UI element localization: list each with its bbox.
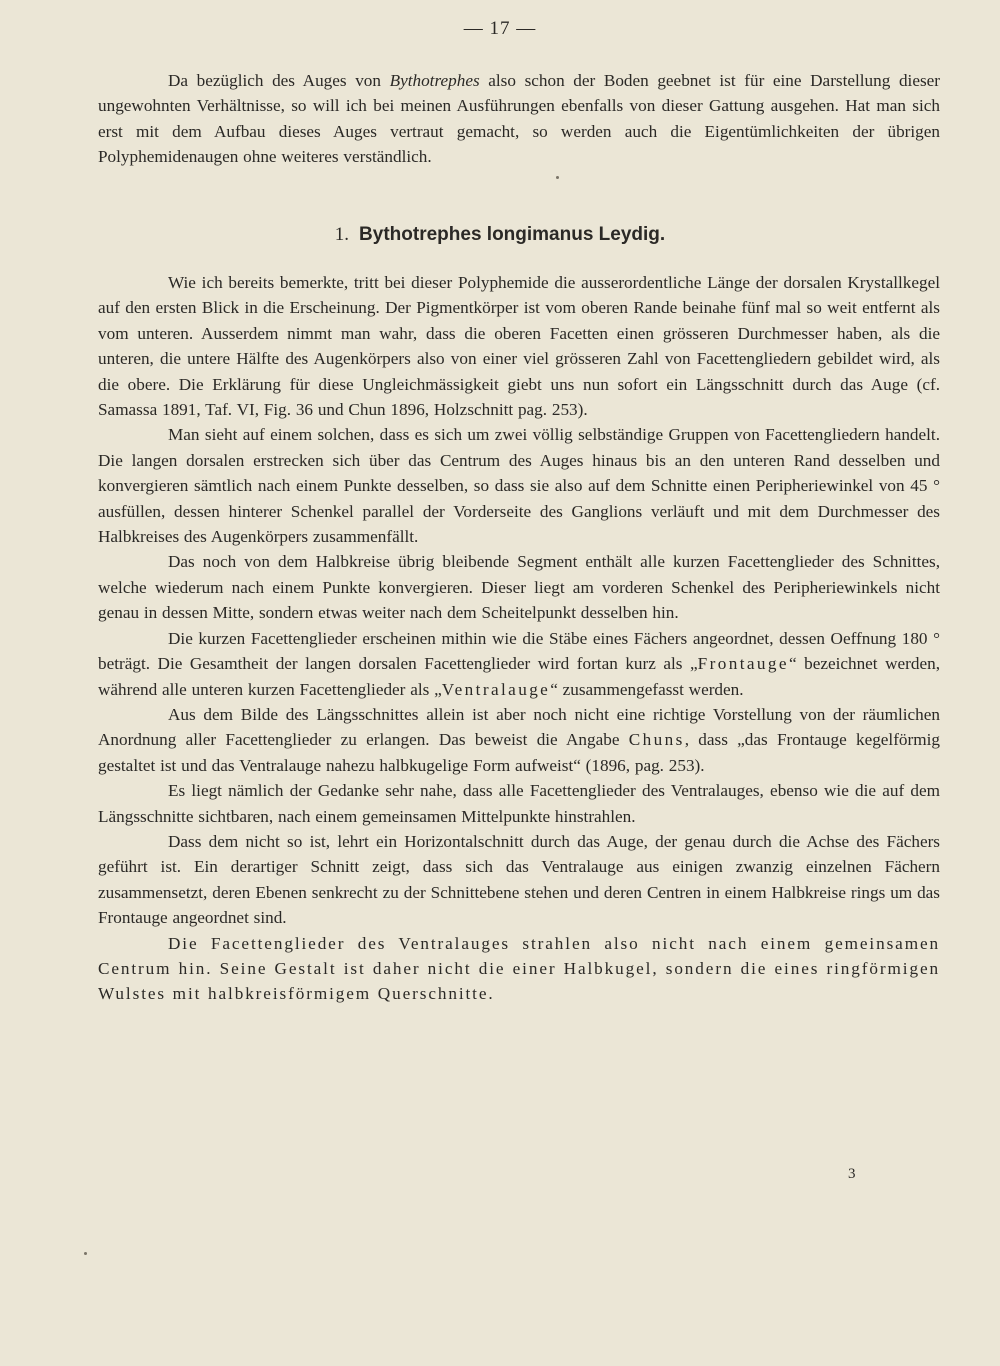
term-frontauge: Frontauge: [697, 654, 789, 674]
paragraph-6: Es liegt nämlich der Gedanke sehr nahe, dass alle Facettenglieder des Ventralauges, ebenso wie die auf dem Längsschnitte sichtbaren, nach einem gemeinsamen Mittelpunkte hinstrahlen.: [98, 781, 940, 826]
genus-name: Bythotrephes: [389, 71, 480, 90]
intro-text-end: also schon der Boden geebnet ist für eine Darstellung dieser ungewohnten Verhältnisse, so will ich bei meinen Ausführungen ebenfalls von dieser Gattung ausgehen. Hat man sich erst mit dem Aufbau dieses Auges vertraut gemacht, so werden auch die Eigentümlichkeiten der übrigen Polyphemidenaugen ohne weiteres verständlich.: [98, 71, 940, 167]
intro-paragraph: [98, 68, 940, 170]
paragraph-4-text-c: “ zusammengefasst werden.: [550, 679, 744, 699]
paragraph-7: Dass dem nicht so ist, lehrt ein Horizontalschnitt durch das Auge, der genau durch die Achse des Fächers geführt ist. Ein derartiger Schnitt zeigt, dass sich das Ventralauge aus einigen zwanzig einzelnen Fächern zusammensetzt, deren Ebenen senkrecht zu der Schnittebene stehen und deren Centren in einem Halbkreise rings um das Frontauge angeordnet sind.: [98, 831, 940, 928]
paragraph-4-text-b: “ bezeichnet werden, während alle unteren kurzen Facettenglieder als „: [98, 654, 940, 699]
paragraph-5-text-b: , dass „das Frontauge kegelförmig gestaltet ist und das Ventralauge nahezu halbkugelige Form aufweist“ (1896, pag. 253).: [98, 730, 940, 775]
section-heading: [0, 224, 1000, 246]
signature-mark: 3: [848, 1166, 856, 1182]
final-paragraph-wrapper: [98, 931, 940, 1007]
term-ventralauge: Ventralauge: [441, 679, 551, 699]
speck-mark: [556, 176, 559, 179]
paragraph-3: Das noch von dem Halbkreise übrig bleibende Segment enthält alle kurzen Facettenglieder des Schnittes, welche wiederum nach einem Punkte konvergieren. Dieser liegt am vorderen Schenkel des Peripheriewinkels nicht genau in dessen Mitte, sondern etwas weiter nach dem Scheitelpunkt desselben hin.: [98, 552, 940, 623]
speck-mark: [84, 1252, 87, 1255]
paragraph-5: [98, 702, 940, 778]
paragraph-4: [98, 626, 940, 702]
author-chun: Chuns: [628, 730, 685, 750]
paragraph-8: Die Facettenglieder des Ventralauges strahlen also nicht nach einem gemeinsamen Centrum hin. Seine Gestalt ist daher nicht die einer Halbkugel, sondern die eines ringförmigen Wulstes mit halbkreisförmigem Querschnitte.: [98, 933, 940, 1004]
paragraph-5-text-a: Aus dem Bilde des Längsschnittes allein ist aber noch nicht eine richtige Vorstellung von der räumlichen Anordnung aller Facettenglieder zu erlangen. Das beweist die Angabe: [98, 704, 940, 750]
section-number: 1.: [334, 224, 350, 245]
section-title: Bythotrephes longimanus Leydig.: [359, 224, 666, 245]
intro-text-start: Da bezüglich des Auges von: [168, 71, 390, 90]
paragraph-2: Man sieht auf einem solchen, dass es sich um zwei völlig selbständige Gruppen von Facettengliedern handelt. Die langen dorsalen erstrecken sich über das Centrum des Auges hinaus bis an den unteren Rand desselben und konvergieren sämtlich nach einem Punkte desselben, so dass sie also auf dem Schnitte einen Peripheriewinkel von 45 ° ausfüllen, dessen hinterer Schenkel parallel der Vorderseite des Ganglions verläuft und mit dem Durchmesser des Halbkreises des Augenkörpers zusammenfällt.: [98, 425, 940, 547]
page-number: — 17 —: [463, 18, 537, 39]
paragraph-4-text-a: Die kurzen Facettenglieder erscheinen mithin wie die Stäbe eines Fächers angeordnet, dessen Oeffnung 180 ° beträgt. Die Gesamtheit der langen dorsalen Facettenglieder wird fortan kurz als „: [98, 628, 940, 674]
paragraph-1: Wie ich bereits bemerkte, tritt bei dieser Polyphemide die ausserordentliche Länge der dorsalen Krystallkegel auf den ersten Blick in die Erscheinung. Der Pigmentkörper ist vom oberen Rande beinahe fünf mal so weit entfernt als vom unteren. Ausserdem nimmt man wahr, dass die oberen Facetten einen grösseren Durchmesser haben, als die unteren, die untere Hälfte des Augenkörpers also von einer viel grösseren Zahl von Facettengliedern gebildet wird, als die obere. Die Erklärung für diese Ungleichmässigkeit giebt uns nun sofort ein Längsschnitt durch das Auge (cf. Samassa 1891, Taf. VI, Fig. 36 und Chun 1896, Holzschnitt pag. 253).: [98, 273, 940, 420]
body-text: [98, 270, 940, 1007]
